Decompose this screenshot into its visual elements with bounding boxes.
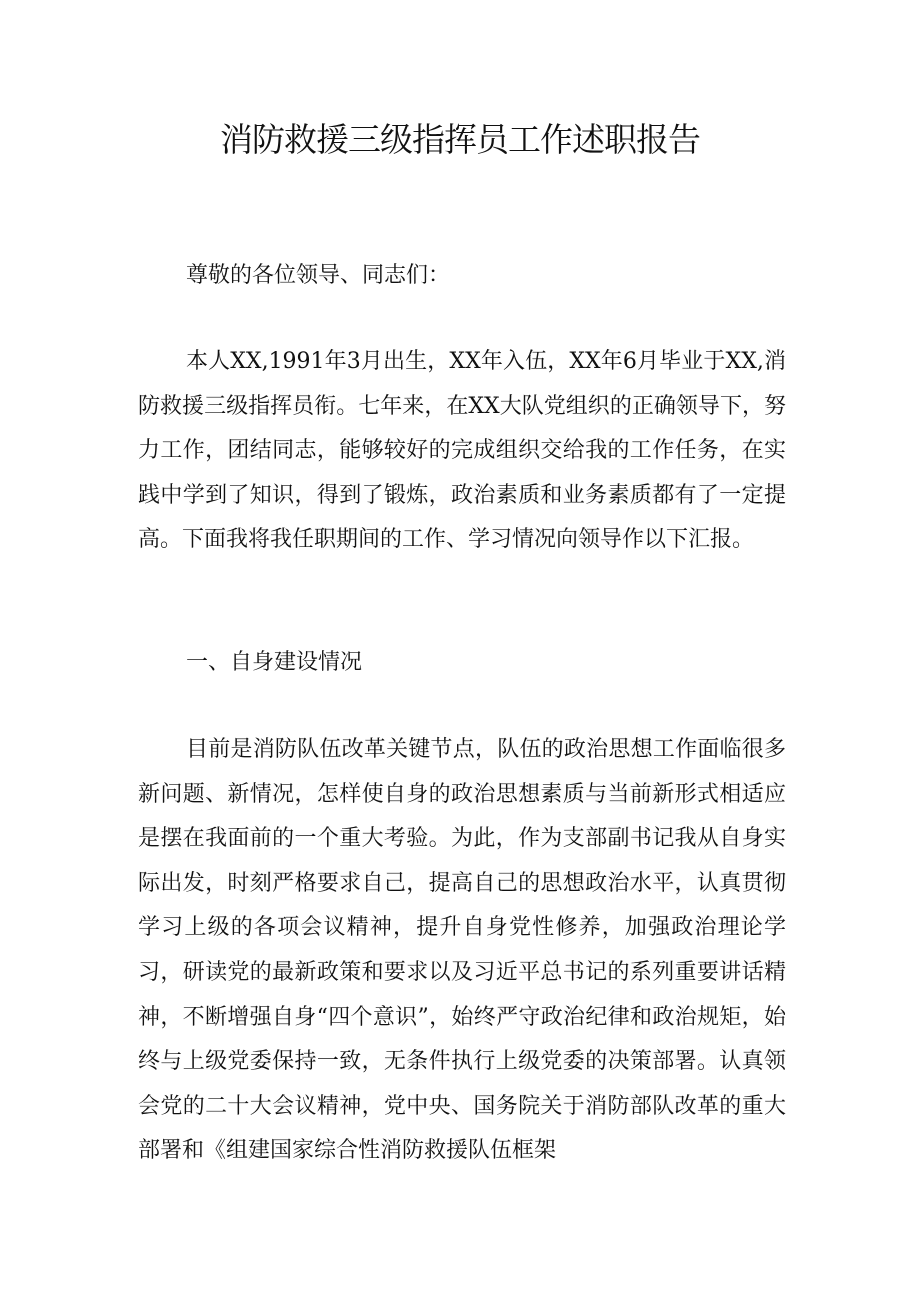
section-heading-self-development: 一、自身建设情况 — [186, 650, 363, 675]
paragraph-self-development: 目前是消防队伍改革关键节点，队伍的政治思想工作面临很多新问题、新情况，怎样使自身的政治思想素质与当前新形式相适应是摆在我面前的一个重大考验。为此，作为支部副书记我从自身实际出发，时刻严格要求自己，提高自己的思想政治水平，认真贯彻学习上级的各项会议精神，提升自身党性修养，加强政治理论学习，研读党的最新政策和要求以及习近平总书记的系列重要讲话精神，不断增强自身“四个意识”，始终严守政治纪律和政治规矩，始终与上级党委保持一致，无条件执行上级党委的决策部署。认真领会党的二十大会议精神，党中央、国务院关于消防部队改革的重大部署和《组建国家综合性消防救援队伍框架 — [138, 737, 786, 1164]
document-title: 消防救援三级指挥员工作述职报告 — [220, 120, 700, 159]
salutation: 尊敬的各位领导、同志们： — [186, 263, 451, 288]
paragraph-introduction: 本人XX,1991年3月出生，XX年入伍，XX年6月毕业于XX,消防救援三级指挥员衔。七年来，在XX大队党组织的正确领导下，努力工作，团结同志，能够较好的完成组织交给我的工作任务，在实践中学到了知识，得到了锻炼，政治素质和业务素质都有了一定提高。下面我将我任职期间的工作、学习情况向领导作以下汇报。 — [138, 349, 786, 553]
